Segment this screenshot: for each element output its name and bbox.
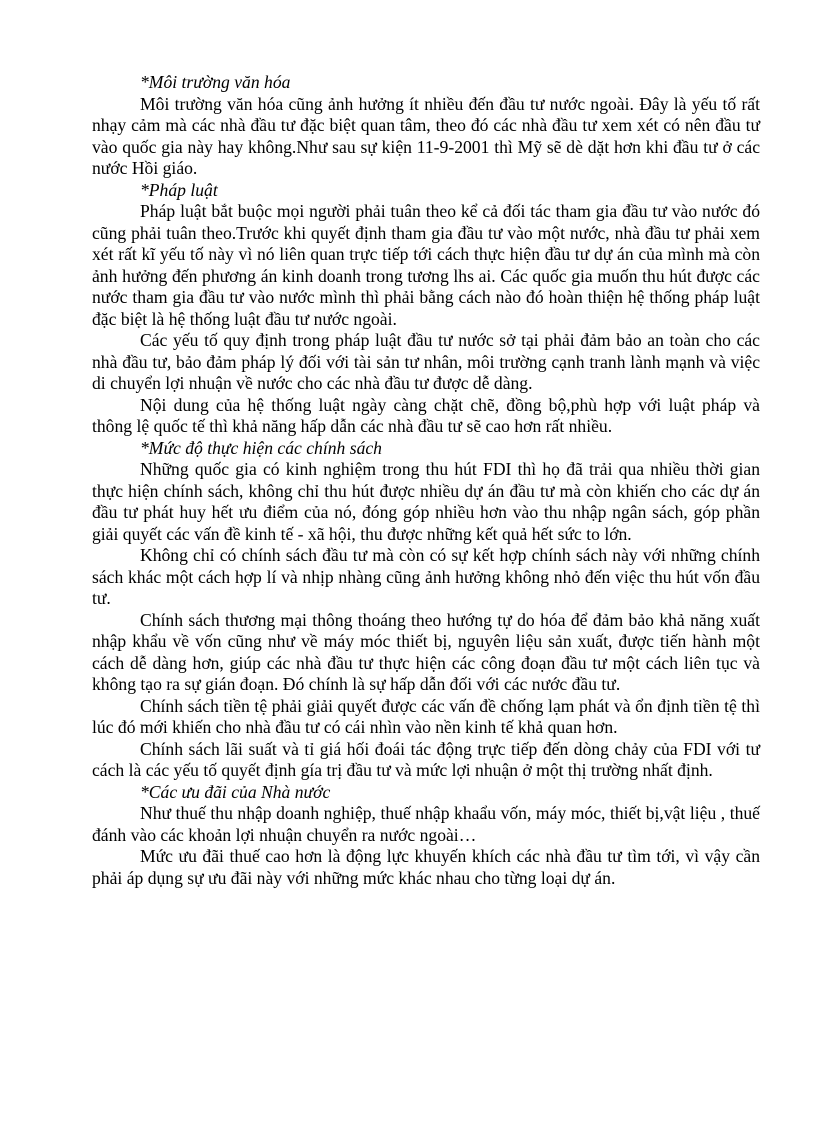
section-law [92,180,760,438]
paragraph: Chính sách lãi suất và tỉ giá hối đoái tác động trực tiếp đến dòng chảy của FDI với tư cách là các yếu tố quyết định gía trị đầu tư và mức lợi nhuận ở một thị trường nhất định. [92,738,760,780]
paragraph: Chính sách tiền tệ phải giải quyết được các vấn đề chống lạm phát và ổn định tiền tệ thì lúc đó mới khiến cho nhà đầu tư có cái nhìn vào nền kinh tế khả quan hơn. [92,695,760,737]
paragraph: Chính sách thương mại thông thoáng theo hướng tự do hóa để đảm bảo khả năng xuất nhập khẩu về vốn cũng như về máy móc thiết bị, nguyên liệu sản xuất, được tiến hành một cách dễ dàng hơn, giúp các nhà đầu tư thực hiện các công đoạn đầu tư một cách liên tục và không tạo ra sự gián đoạn. Đó chính là sự hấp dẫn đối với các nước đầu tư. [92,609,760,694]
section-incentives [92,782,760,890]
paragraph: Những quốc gia có kinh nghiệm trong thu hút FDI thì họ đã trải qua nhiều thời gian thực hiện chính sách, không chỉ thu hút được nhiều dự án đầu tư mà còn khiến cho các dự án đầu tư phát huy hết ưu điểm của nó, đóng góp nhiều hơn vào thu nhập ngân sách, góp phần giải quyết các vấn đề kinh tế - xã hội, thu được những kết quả hết sức to lớn. [92,459,760,544]
section-policy [92,438,760,782]
paragraph: Mức ưu đãi thuế cao hơn là động lực khuyến khích các nhà đầu tư tìm tới, vì vậy cần phải áp dụng sự ưu đãi này với những mức khác nhau cho từng loại dự án. [92,846,760,888]
paragraph: Môi trường văn hóa cũng ảnh hưởng ít nhiều đến đầu tư nước ngoài. Đây là yếu tố rất nhạy cảm mà các nhà đầu tư đặc biệt quan tâm, theo đó các nhà đầu tư xem xét có nên đầu tư vào quốc gia này hay không.Như sau sự kiện 11-9-2001 thì Mỹ sẽ dè dặt hơn khi đầu tư ở các nước Hồi giáo. [92,93,760,178]
paragraph: Không chỉ có chính sách đầu tư mà còn có sự kết hợp chính sách này với những chính sách khác một cách hợp lí và nhịp nhàng cũng ảnh hưởng không nhỏ đến việc thu hút vốn đầu tư. [92,545,760,608]
paragraph: Pháp luật bắt buộc mọi người phải tuân theo kể cả đối tác tham gia đầu tư vào nước đó cũng phải tuân theo.Trước khi quyết định tham gia đầu tư vào một nước, nhà đầu tư phải xem xét rất kĩ yếu tố này vì nó liên quan trực tiếp tới cách thực hiện đầu tư dự án của mình mà còn ảnh hưởng đến phương án kinh doanh trong tương lhs ai. Các quốc gia muốn thu hút được các nước tham gia đầu tư vào nước mình thì phải bằng cách nào đó hoàn thiện hệ thống pháp luật đặc biệt là hệ thống luật đầu tư nước ngoài. [92,201,760,329]
section-heading: *Mức độ thực hiện các chính sách [140,437,382,458]
paragraph: Nội dung của hệ thống luật ngày càng chặt chẽ, đồng bộ,phù hợp với luật pháp và thông lệ quốc tế thì khả năng hấp dẫn các nhà đầu tư sẽ cao hơn rất nhiều. [92,394,760,436]
section-heading: *Môi trường văn hóa [140,72,291,92]
section-heading: *Các ưu đãi của Nhà nước [140,781,331,802]
paragraph: Như thuế thu nhập doanh nghiệp, thuế nhập khaẩu vốn, máy móc, thiết bị,vật liệu , thuế đánh vào các khoản lợi nhuận chuyển ra nước ngoài… [92,803,760,845]
document-page [92,72,760,889]
paragraph: Các yếu tố quy định trong pháp luật đầu tư nước sở tại phải đảm bảo an toàn cho các nhà đầu tư, bảo đảm pháp lý đối với tài sản tư nhân, môi trường cạnh tranh lành mạnh và việc di chuyển lợi nhuận về nước cho các nhà đầu tư được dễ dàng. [92,330,760,393]
section-heading: *Pháp luật [140,179,218,200]
section-culture [92,72,760,180]
